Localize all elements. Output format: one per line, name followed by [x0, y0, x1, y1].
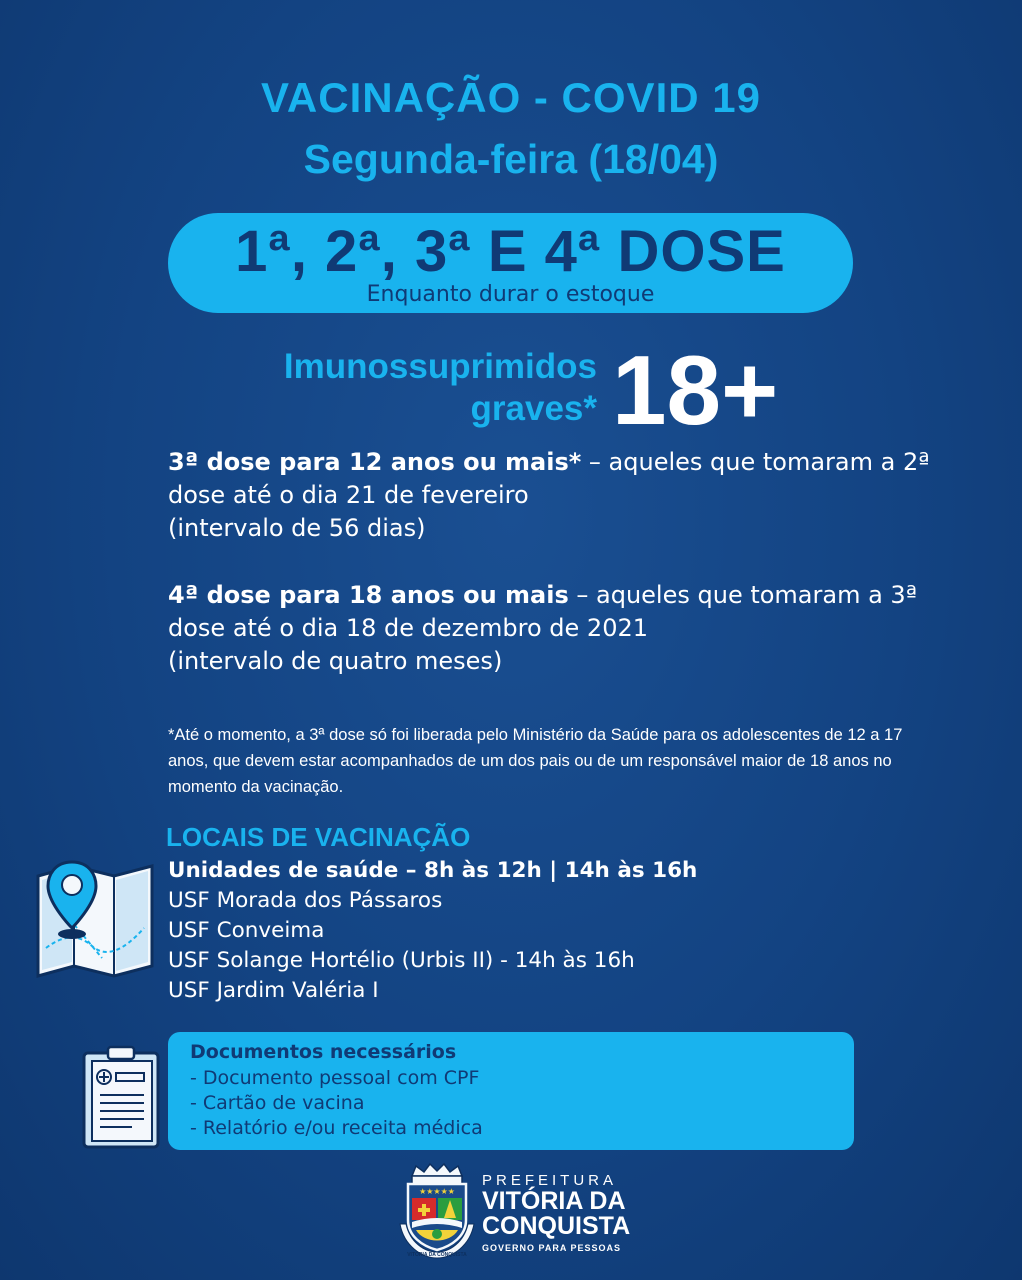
prefeitura-logo-text [482, 1172, 630, 1253]
page-subtitle: Segunda-feira (18/04) [303, 136, 719, 182]
city-seal-logo [398, 1162, 476, 1262]
document-item: - Documento pessoal com CPF [190, 1067, 480, 1089]
location-item: USF Jardim Valéria I [168, 978, 379, 1003]
age-badge: 18+ [612, 335, 779, 445]
fourth-dose-interval: (intervalo de quatro meses) [168, 647, 503, 675]
document-item: - Cartão de vacina [190, 1092, 365, 1114]
seal-text: VITÓRIA DA CONQUISTA [407, 1252, 467, 1258]
locations-title: LOCAIS DE VACINAÇÃO [166, 822, 471, 852]
location-item: USF Solange Hortélio (Urbis II) - 14h às 16h [168, 948, 635, 973]
map-icon [32, 858, 158, 984]
locations-schedule: Unidades de saúde – 8h às 12h | 14h às 16h [168, 858, 698, 883]
location-item: USF Conveima [168, 918, 325, 943]
svg-text:★★★★★: ★★★★★ [419, 1187, 455, 1196]
documents-title: Documentos necessários [190, 1041, 457, 1063]
fourth-dose-title: 4ª dose para 18 anos ou mais [168, 581, 569, 609]
third-dose-text: – aqueles que tomaram a 2ª dose até o dia 21 de fevereiro [168, 448, 930, 509]
location-item: USF Morada dos Pássaros [168, 888, 443, 913]
fourth-dose-info [168, 579, 968, 678]
clipboard-icon [80, 1043, 162, 1151]
locations-list [168, 856, 697, 1006]
logo-city-line1: VITÓRIA DA [482, 1187, 626, 1215]
target-group [284, 346, 597, 430]
doses-subheading: Enquanto durar o estoque [366, 282, 655, 307]
target-group-line2: graves* [470, 389, 597, 428]
page-title: VACINAÇÃO - COVID 19 [261, 74, 761, 121]
third-dose-interval: (intervalo de 56 dias) [168, 514, 426, 542]
logo-prefeitura: PREFEITURA [482, 1172, 618, 1189]
fourth-dose-text: – aqueles que tomaram a 3ª dose até o dia 18 de dezembro de 2021 [168, 581, 918, 642]
target-group-line1: Imunossuprimidos [283, 347, 597, 386]
logo-slogan: GOVERNO PARA PESSOAS [482, 1243, 622, 1253]
document-item: - Relatório e/ou receita médica [190, 1117, 483, 1139]
footnote: *Até o momento, a 3ª dose só foi liberada pelo Ministério da Saúde para os adolescentes de 12 a 17 anos, que devem estar acompanhados de um dos pais ou de um responsável maior de 18 anos no momento da vacinação. [168, 726, 903, 796]
documents-list [190, 1066, 483, 1141]
third-dose-title: 3ª dose para 12 anos ou mais* [168, 448, 582, 476]
logo-city-line2: CONQUISTA [482, 1212, 631, 1240]
doses-heading: 1ª, 2ª, 3ª E 4ª DOSE [235, 219, 786, 284]
third-dose-info [168, 446, 968, 545]
